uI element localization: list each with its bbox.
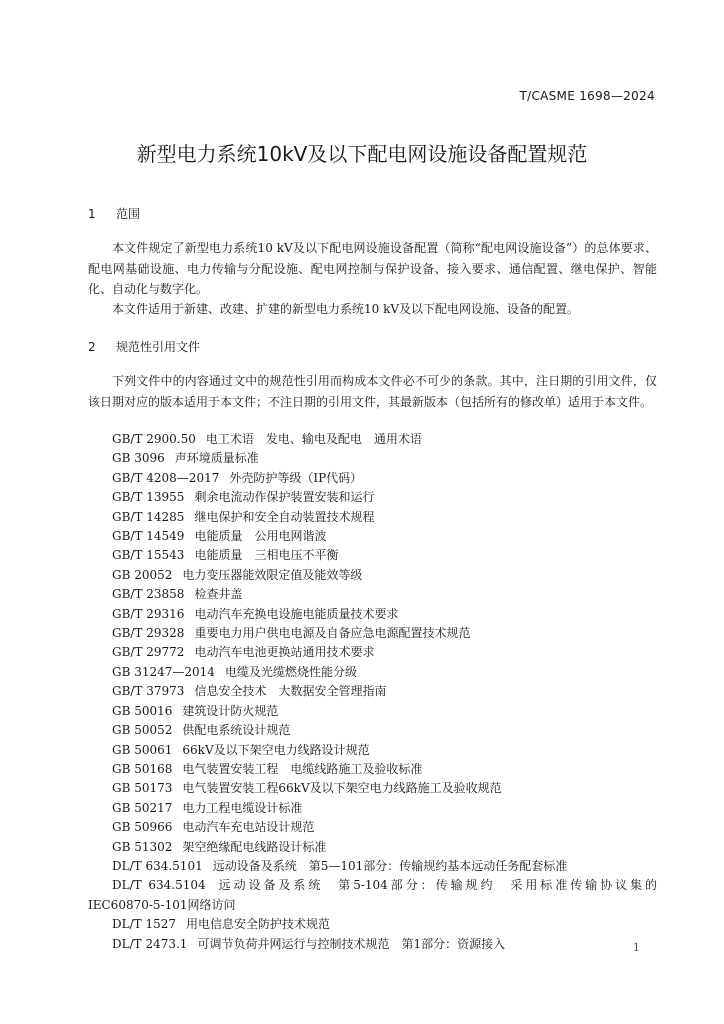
reference-item: [112, 721, 657, 740]
reference-item: [112, 857, 657, 876]
reference-code: GB 50217: [112, 800, 173, 815]
reference-title: 建筑设计防火规范: [182, 703, 279, 718]
reference-title: 远动设备及系统 第5—101部分：传输规约基本远动任务配套标准: [212, 858, 568, 873]
reference-item: [112, 546, 657, 565]
reference-title: 重要电力用户供电电源及自备应急电源配置技术规范: [194, 626, 471, 641]
reference-title: 电动汽车充电站设计规范: [182, 820, 315, 835]
reference-title: 电气装置安装工程 电缆线路施工及验收标准: [182, 761, 423, 776]
reference-list: [88, 430, 657, 954]
reference-title: 架空绝缘配电线路设计标准: [182, 839, 327, 854]
reference-item: [112, 760, 657, 779]
reference-item: [112, 430, 657, 449]
document-title: 新型电力系统10kV及以下配电网设施设备配置规范: [136, 142, 588, 166]
reference-item: [112, 449, 657, 468]
reference-item: [112, 585, 657, 604]
reference-code: GB 31247—2014: [112, 664, 215, 679]
section-number: 1: [88, 207, 96, 221]
section-title: 规范性引用文件: [116, 340, 201, 354]
reference-code: GB/T 37973: [112, 684, 185, 699]
reference-title: 电能质量 三相电压不平衡: [194, 548, 339, 563]
reference-item: [112, 624, 657, 643]
reference-title: 供配电系统设计规范: [182, 723, 291, 738]
scope-paragraph-1: 本文件规定了新型电力系统10 kV及以下配电网设施设备配置（简称“配电网设施设备”）的总体要求、配电网基础设施、电力传输与分配设施、配电网控制与保护设备、接入要求、通信配置、继电保护、智能化、自动化与数字化。: [88, 241, 657, 296]
reference-code: GB/T 29316: [112, 606, 185, 621]
references-intro-paragraph: 下列文件中的内容通过文中的规范性引用而构成本文件必不可少的条款。其中，注日期的引用文件，仅该日期对应的版本适用于本文件；不注日期的引用文件，其最新版本（包括所有的修改单）适用于本文件。: [88, 374, 657, 409]
reference-title: 声环境质量标准: [174, 451, 259, 466]
reference-title: 电力工程电缆设计标准: [182, 800, 303, 815]
reference-title: 电气装置安装工程66kV及以下架空电力线路施工及验收规范: [182, 781, 502, 796]
reference-title: 远动设备及系统 第5-104部分：传输规约 采用标准传输协议集的: [215, 878, 657, 893]
reference-code: GB 20052: [112, 567, 173, 582]
reference-item: [112, 779, 657, 798]
reference-title: 用电信息安全防护技术规范: [186, 917, 331, 932]
reference-item: [112, 469, 657, 488]
reference-code: GB/T 23858: [112, 587, 185, 602]
scope-paragraph-2: 本文件适用于新建、改建、扩建的新型电力系统10 kV及以下配电网设施、设备的配置。: [112, 302, 580, 316]
reference-item: [112, 566, 657, 585]
reference-code: GB 51302: [112, 839, 173, 854]
reference-code: GB 50052: [112, 723, 173, 738]
section-heading-scope: [88, 205, 140, 222]
reference-code: GB/T 29772: [112, 645, 185, 660]
reference-item: [112, 915, 657, 934]
reference-title: 电动汽车充换电设施电能质量技术要求: [194, 606, 399, 621]
reference-item: [112, 838, 657, 857]
reference-item: [112, 935, 657, 954]
reference-item: [112, 663, 657, 682]
reference-item: [112, 682, 657, 701]
reference-title: 电力变压器能效限定值及能效等级: [182, 567, 363, 582]
reference-title: 66kV及以下架空电力线路设计规范: [182, 742, 370, 757]
section-title: 范围: [116, 207, 141, 221]
section-heading-normative-references: [88, 338, 200, 355]
reference-title: 继电保护和安全自动装置技术规程: [194, 509, 375, 524]
reference-code: GB/T 4208—2017: [112, 470, 220, 485]
reference-item: [112, 702, 657, 721]
reference-code: GB/T 29328: [112, 626, 185, 641]
reference-item: [112, 488, 657, 507]
reference-item: [112, 876, 657, 895]
reference-item: [112, 643, 657, 662]
reference-code: GB/T 14285: [112, 509, 185, 524]
reference-item: [112, 527, 657, 546]
reference-code: DL/T 2473.1: [112, 936, 188, 951]
reference-title: 电缆及光缆燃烧性能分级: [224, 664, 357, 679]
reference-title: 信息安全技术 大数据安全管理指南: [194, 684, 387, 699]
standard-code: T/CASME 1698—2024: [519, 89, 655, 103]
reference-code: GB/T 2900.50: [112, 432, 196, 446]
reference-code: GB/T 13955: [112, 490, 185, 505]
reference-title: 外壳防护等级（IP代码）: [229, 470, 363, 485]
reference-item-continuation: IEC60870-5-101网络访问: [88, 897, 236, 912]
reference-item: [112, 508, 657, 527]
reference-item: [112, 741, 657, 760]
reference-item: [112, 818, 657, 837]
section-number: 2: [88, 340, 96, 354]
reference-code: GB 50173: [112, 781, 173, 796]
reference-code: GB 3096: [112, 451, 165, 466]
reference-code: DL/T 634.5101: [112, 858, 203, 873]
reference-title: 电能质量 公用电网谐波: [194, 529, 327, 544]
reference-title: 电工术语 发电、输电及配电 通用术语: [205, 432, 422, 446]
reference-item: [112, 605, 657, 624]
reference-code: DL/T 1527: [112, 917, 176, 932]
reference-title: 检查井盖: [194, 587, 243, 602]
reference-code: GB 50061: [112, 742, 173, 757]
reference-title: 剩余电流动作保护装置安装和运行: [194, 490, 375, 505]
reference-code: DL/T 634.5104: [112, 878, 206, 893]
page-number: 1: [633, 941, 640, 954]
reference-item: [112, 799, 657, 818]
reference-code: GB/T 14549: [112, 529, 185, 544]
reference-code: GB 50966: [112, 820, 173, 835]
reference-title: 可调节负荷并网运行与控制技术规范 第1部分：资源接入: [197, 936, 506, 951]
reference-code: GB 50016: [112, 703, 173, 718]
reference-title: 电动汽车电池更换站通用技术要求: [194, 645, 375, 660]
reference-code: GB 50168: [112, 761, 173, 776]
reference-code: GB/T 15543: [112, 548, 185, 563]
